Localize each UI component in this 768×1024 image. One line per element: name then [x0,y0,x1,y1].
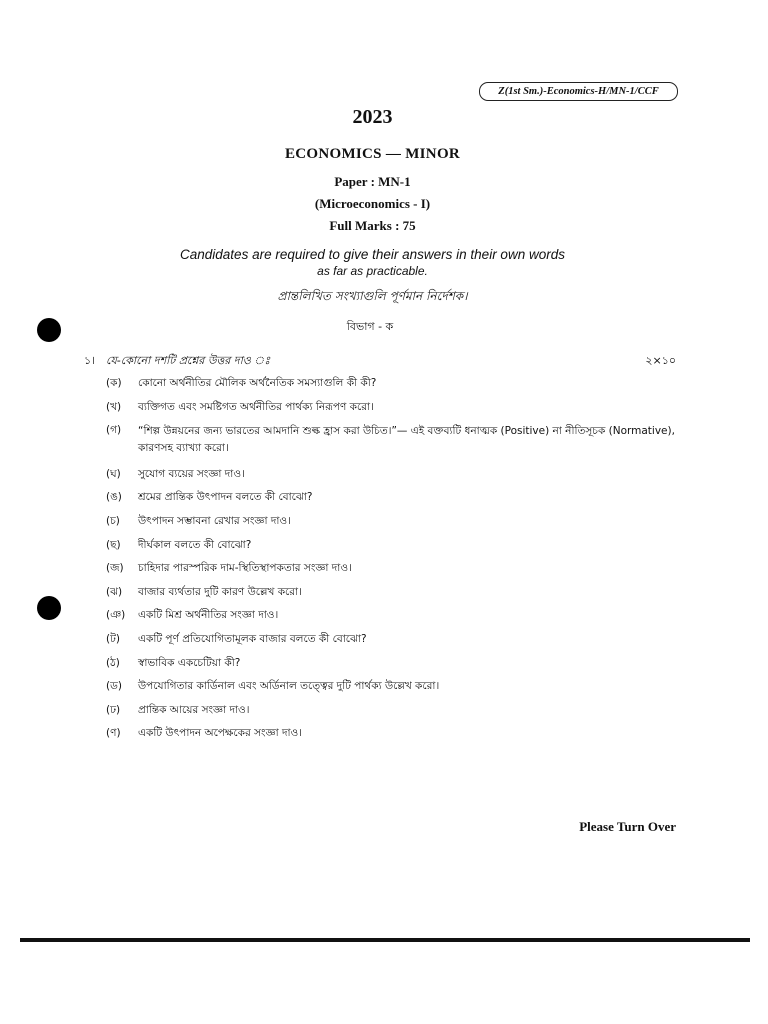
sub-question-list [106,376,676,750]
sub-question-label: (চ) [106,514,120,527]
sub-question-label: (ছ) [106,538,121,551]
please-turn-over: Please Turn Over [579,819,676,834]
sub-question-text: একটি মিশ্র অর্থনীতির সংজ্ঞা দাও। [138,609,279,622]
sub-question-text: স্বাভাবিক একচেটিয়া কী? [138,656,241,669]
sub-question-text: একটি উৎপাদন অপেক্ষকের সংজ্ঞা দাও। [138,727,303,740]
instruction-line-2: as far as practicable. [317,264,428,278]
sub-question [106,632,676,646]
sub-question [106,585,676,599]
sub-question-text: উপযোগিতার কার্ডিনাল এবং অর্ডিনাল তত্ত্বের দুটি পার্থক্য উল্লেখ করো। [138,680,440,693]
sub-question-label: (ঝ) [106,585,123,598]
punch-hole [37,596,61,620]
sub-question-label: (গ) [106,424,122,437]
sub-question-text: উৎপাদন সম্ভাবনা রেখার সংজ্ঞা দাও। [138,514,291,527]
sub-question-text: কোনো অর্থনীতির মৌলিক অর্থনৈতিক সমস্যাগুলি কী কী? [138,377,377,389]
exam-year: 2023 [352,106,393,128]
instruction-line-1: Candidates are required to give their answers in their own words [180,247,565,262]
question-number: ১। [84,354,96,367]
sub-question [106,561,676,575]
sub-question [106,679,676,693]
sub-question [106,726,676,740]
sub-question-label: (খ) [106,400,122,413]
paper-code: Z(1st Sm.)-Economics-H/MN-1/CCF [479,82,678,101]
sub-question [106,400,676,414]
paper-number: Paper : MN-1 [334,174,411,189]
full-marks: Full Marks : 75 [329,218,416,233]
sub-question-text: একটি পূর্ণ প্রতিযোগিতামূলক বাজার বলতে কী বোঝো? [138,632,367,645]
sub-question [106,423,676,457]
sub-question [106,538,676,552]
sub-question-text: প্রান্তিক আয়ের সংজ্ঞা দাও। [138,703,250,716]
instruction-bengali: প্রান্তলিখিত সংখ্যাগুলি পূর্ণমান নির্দেশক। [277,289,468,303]
sub-question [106,467,676,481]
section-title: বিভাগ - ক [346,320,394,333]
sub-question-label: (ঞ) [106,609,126,622]
sub-question-label: (ঢ) [106,703,121,716]
sub-question [106,608,676,622]
sub-question-label: (ণ) [106,727,121,740]
sub-question-label: (ক) [106,377,122,389]
sub-question [106,514,676,528]
sub-question-text: শ্রমের প্রান্তিক উৎপাদন বলতে কী বোঝো? [138,491,313,504]
paper-title: (Microeconomics - I) [314,196,431,211]
sub-question-text: চাহিদার পারস্পরিক দাম-স্থিতিস্থাপকতার সংজ্ঞা দাও। [138,562,352,575]
bottom-rule [20,938,750,942]
sub-question-label: (ট) [106,632,120,645]
sub-question-text: “শিল্প উন্নয়নের জন্য ভারতের আমদানি শুল্ক হ্রাস করা উচিত।”— এই বক্তব্যটি ধনাত্মক (Positive) না নীতিসূচক (Normative), কারণসহ ব্যাখ্যা করো। [138,425,675,455]
sub-question [106,490,676,504]
sub-question-text: ব্যক্তিগত এবং সমষ্টিগত অর্থনীতির পার্থক্য নিরূপণ করো। [138,400,374,413]
question-prompt: যে-কোনো দশটি প্রশ্নের উত্তর দাও ঃ [106,354,271,367]
sub-question-text: দীর্ঘকাল বলতে কী বোঝো? [138,538,252,551]
sub-question-label: (ঠ) [106,656,120,669]
sub-question-label: (ড) [106,680,122,693]
sub-question [106,376,676,390]
sub-question [106,703,676,717]
question-marks: ২×১০ [645,354,676,367]
subject-title: ECONOMICS — MINOR [284,146,461,162]
sub-question-label: (ঙ) [106,491,122,504]
sub-question [106,656,676,670]
sub-question-text: সুযোগ ব্যয়ের সংজ্ঞা দাও। [138,467,245,480]
sub-question-label: (ঘ) [106,467,121,480]
sub-question-label: (জ) [106,562,124,575]
sub-question-text: বাজার ব্যর্থতার দুটি কারণ উল্লেখ করো। [138,585,302,598]
